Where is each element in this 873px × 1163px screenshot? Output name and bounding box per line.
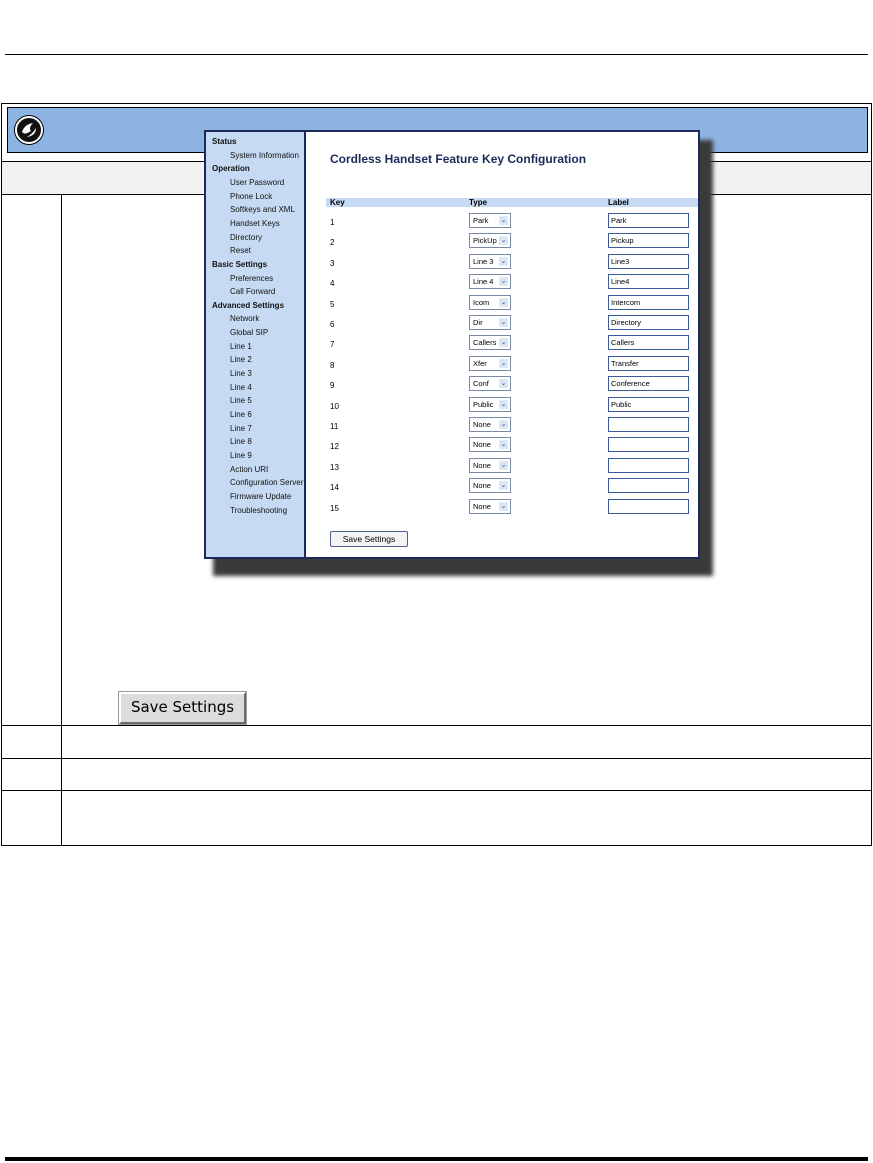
type-select-value: Xfer xyxy=(473,358,487,368)
row-divider xyxy=(2,725,871,726)
sidebar-item[interactable]: Line 4 xyxy=(230,382,252,392)
key-number: 7 xyxy=(330,340,335,350)
label-input[interactable]: Conference xyxy=(608,376,689,391)
label-input[interactable]: Callers xyxy=(608,335,689,350)
chevron-down-icon[interactable]: ⌄ xyxy=(500,278,507,286)
table-row xyxy=(306,295,698,315)
table-row xyxy=(306,499,698,519)
sidebar-item[interactable]: System Information xyxy=(230,150,299,160)
sidebar-item[interactable]: Reset xyxy=(230,246,251,256)
chevron-down-icon[interactable]: ⌄ xyxy=(500,319,507,326)
type-select[interactable] xyxy=(469,315,511,330)
label-input[interactable] xyxy=(608,417,689,432)
key-number: 3 xyxy=(330,258,335,268)
label-input[interactable] xyxy=(608,478,689,493)
type-select-value: None xyxy=(473,481,491,491)
table-row xyxy=(306,397,698,417)
key-number: 6 xyxy=(330,320,335,329)
sidebar-item[interactable]: Status xyxy=(212,137,237,146)
type-select-value: None xyxy=(473,440,491,450)
chevron-down-icon[interactable]: ⌄ xyxy=(500,502,507,510)
chevron-down-icon[interactable]: ⌄ xyxy=(500,400,507,408)
save-settings-button-image[interactable]: Save Settings xyxy=(119,692,246,724)
row-divider xyxy=(2,758,871,759)
type-select[interactable] xyxy=(469,376,511,391)
page-title: Cordless Handset Feature Key Configuration xyxy=(330,152,587,166)
sidebar-item[interactable]: Line 2 xyxy=(230,355,252,365)
type-select[interactable] xyxy=(469,213,511,228)
type-select-value: Public xyxy=(473,399,494,409)
chevron-down-icon[interactable]: ⌄ xyxy=(500,380,507,388)
table-row xyxy=(306,335,698,355)
main-panel xyxy=(306,132,698,557)
key-number: 9 xyxy=(330,381,335,391)
sidebar-item[interactable]: Handset Keys xyxy=(230,218,280,228)
sidebar-item[interactable]: Line 5 xyxy=(230,396,252,406)
sidebar-item[interactable]: Firmware Update xyxy=(230,491,292,501)
type-select-value: Park xyxy=(473,216,489,225)
label-input[interactable]: Public xyxy=(608,397,689,412)
type-select-value: Dir xyxy=(473,318,483,327)
type-select-value: Icom xyxy=(473,297,490,307)
chevron-down-icon[interactable]: ⌄ xyxy=(500,461,507,469)
type-select-value: None xyxy=(473,460,491,470)
type-select-value: Callers xyxy=(473,338,497,348)
key-number: 12 xyxy=(330,442,339,452)
table-row xyxy=(306,233,698,253)
table-row xyxy=(306,417,698,437)
sidebar-item[interactable]: User Password xyxy=(230,177,285,187)
key-number: 11 xyxy=(330,422,339,431)
label-input[interactable]: Directory xyxy=(608,315,689,330)
type-select[interactable] xyxy=(469,499,511,514)
type-select-value: None xyxy=(473,501,491,511)
top-rule xyxy=(5,54,868,55)
globe-icon xyxy=(15,116,43,144)
save-settings-button[interactable]: Save Settings xyxy=(330,531,408,547)
sidebar-item[interactable]: Advanced Settings xyxy=(212,300,285,310)
chevron-down-icon[interactable]: ⌄ xyxy=(500,421,507,428)
screenshot-web-ui xyxy=(204,130,700,559)
sidebar-item[interactable]: Call Forward xyxy=(230,287,276,297)
chevron-down-icon[interactable]: ⌄ xyxy=(500,237,507,245)
type-select[interactable] xyxy=(469,335,511,350)
bottom-rule xyxy=(5,1157,868,1161)
label-input[interactable] xyxy=(608,499,689,514)
type-select[interactable] xyxy=(469,233,511,248)
row-divider xyxy=(2,790,871,791)
sidebar-item[interactable]: Action URI xyxy=(230,464,269,474)
label-input[interactable] xyxy=(608,458,689,473)
sidebar-nav xyxy=(206,132,306,557)
chevron-down-icon[interactable]: ⌄ xyxy=(500,359,507,367)
chevron-down-icon[interactable]: ⌄ xyxy=(500,441,507,449)
sidebar-item[interactable]: Line 1 xyxy=(230,341,252,351)
key-number: 15 xyxy=(330,503,339,513)
key-number: 8 xyxy=(330,360,335,370)
table-row xyxy=(306,478,698,498)
sidebar-item[interactable]: Phone Lock xyxy=(230,191,273,201)
type-select-value: Line 3 xyxy=(473,256,494,266)
chevron-down-icon[interactable]: ⌄ xyxy=(500,298,507,306)
label-input[interactable]: Pickup xyxy=(608,233,689,248)
sidebar-item[interactable]: Preferences xyxy=(230,273,274,283)
sidebar-item[interactable]: Basic Settings xyxy=(212,259,268,269)
type-select[interactable] xyxy=(469,478,511,493)
label-input[interactable]: Park xyxy=(608,213,689,228)
sidebar-item[interactable]: Line 9 xyxy=(230,450,252,460)
type-select[interactable] xyxy=(469,356,511,371)
sidebar-item[interactable]: Line 7 xyxy=(230,423,252,433)
column-header-type: Type xyxy=(469,198,488,207)
sidebar-item[interactable]: Line 3 xyxy=(230,369,252,379)
label-input[interactable] xyxy=(608,437,689,452)
sidebar-item[interactable]: Global SIP xyxy=(230,328,269,338)
label-input[interactable]: Intercom xyxy=(608,295,689,310)
table-row xyxy=(306,274,698,294)
key-number: 10 xyxy=(330,401,339,411)
type-select[interactable] xyxy=(469,417,511,432)
key-number: 13 xyxy=(330,462,339,472)
type-select-value: PickUp xyxy=(473,236,497,246)
type-select[interactable] xyxy=(469,274,511,289)
type-select-value: None xyxy=(473,420,491,429)
table-header xyxy=(326,198,698,207)
column-header-label: Label xyxy=(608,198,629,207)
label-input[interactable]: Line4 xyxy=(608,274,689,289)
table-row xyxy=(306,376,698,396)
table-row xyxy=(306,437,698,457)
chevron-down-icon[interactable]: ⌄ xyxy=(500,339,507,347)
sidebar-item[interactable]: Network xyxy=(230,314,260,324)
type-select[interactable] xyxy=(469,458,511,473)
sidebar-item[interactable]: Troubleshooting xyxy=(230,505,288,515)
chevron-down-icon[interactable]: ⌄ xyxy=(500,217,507,224)
chevron-down-icon[interactable]: ⌄ xyxy=(500,482,507,490)
table-row xyxy=(306,213,698,233)
key-number: 4 xyxy=(330,279,335,289)
table-row xyxy=(306,356,698,376)
type-select[interactable] xyxy=(469,254,511,269)
key-number: 14 xyxy=(330,483,339,493)
chevron-down-icon[interactable]: ⌄ xyxy=(500,257,507,265)
type-select[interactable] xyxy=(469,295,511,310)
key-number: 2 xyxy=(330,238,335,248)
column-header-key: Key xyxy=(330,198,345,207)
type-select[interactable] xyxy=(469,437,511,452)
sidebar-item[interactable]: Configuration Server xyxy=(230,478,304,488)
table-row xyxy=(306,458,698,478)
key-number: 1 xyxy=(330,218,335,227)
sidebar-item[interactable]: Line 6 xyxy=(230,410,252,419)
type-select-value: Conf xyxy=(473,379,489,389)
type-select-value: Line 4 xyxy=(473,277,494,287)
table-row xyxy=(306,315,698,335)
type-select[interactable] xyxy=(469,397,511,412)
sidebar-item[interactable]: Line 8 xyxy=(230,437,252,447)
step-column-divider xyxy=(61,195,62,846)
label-input[interactable]: Line3 xyxy=(608,254,689,269)
sidebar-item[interactable]: Softkeys and XML xyxy=(230,205,295,215)
key-number: 5 xyxy=(330,299,335,309)
sidebar-item[interactable]: Directory xyxy=(230,232,263,242)
label-input[interactable]: Transfer xyxy=(608,356,689,371)
table-row xyxy=(306,254,698,274)
sidebar-item[interactable]: Operation xyxy=(212,164,250,174)
